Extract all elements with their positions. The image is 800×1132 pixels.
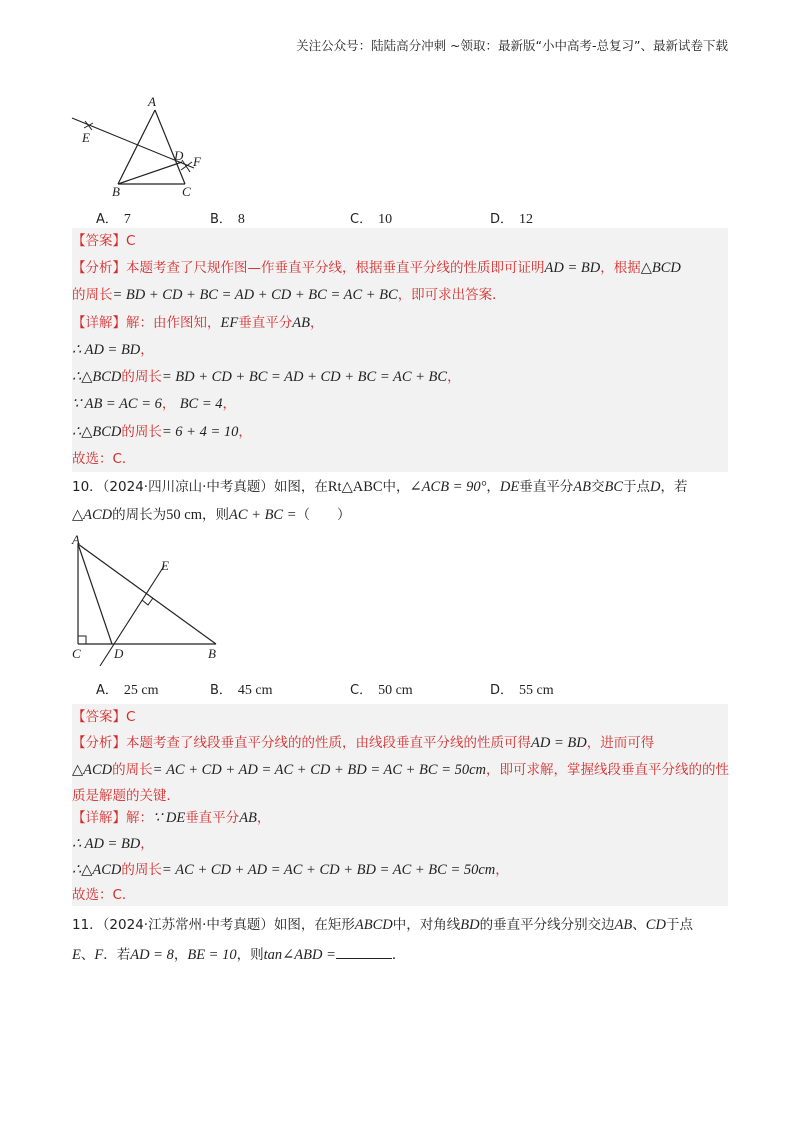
q10-label-D: D [114,646,124,661]
q9-answer: 【答案】C [72,233,136,249]
q10-stem-line-1: 10．（2024·四川凉山·中考真题）如图，在Rt△ABC中，∠ACB = 90°，DE垂直平分AB交BC于点D，若 [72,479,688,495]
q9-step-1: ∴ AD = BD， [72,342,154,358]
q10-right-triangle-figure [68,532,238,672]
q10-analysis-line-3: 质是解题的关键． [72,788,180,804]
q10-label-B: B [208,646,216,661]
q9-triangle-figure [70,92,220,202]
q9-label-C: C [182,184,191,199]
q9-detail-line-1: 【详解】解：由作图知，EF垂直平分AB， [72,315,324,331]
q10-label-C: C [72,646,81,661]
q10-option-a[interactable]: A． 25 cm [96,683,159,698]
q9-option-d[interactable]: D． 12 [490,212,534,227]
q9-option-b[interactable]: B． 8 [210,212,245,227]
q10-detail-line-1: 【详解】解：∵ DE垂直平分AB， [72,810,271,826]
q10-label-A: A [72,532,80,547]
q9-label-B: B [112,184,120,199]
q10-analysis-line-2: △ACD的周长= AC + CD + AD = AC + CD + BD = AC + BC = 50cm，即可求解，掌握线段垂直平分线的的性 [72,762,730,778]
q9-step-4: ∴△BCD的周长= 6 + 4 = 10， [72,424,252,440]
q10-option-b[interactable]: B． 45 cm [210,683,273,698]
q10-option-c[interactable]: C． 50 cm [350,683,413,698]
q9-analysis-line-1: 【分析】本题考查了尺规作图—作垂直平分线，根据垂直平分线的性质即可证明AD = BD，根据△BCD [72,260,681,276]
q9-label-E: E [82,130,90,145]
q9-option-a[interactable]: A． 7 [96,212,131,227]
q10-options [96,679,616,697]
q11-stem-line-2: E、F．若AD = 8，BE = 10，则tan∠ABD = ． [72,947,406,963]
q10-answer: 【答案】C [72,709,136,725]
q10-option-d[interactable]: D． 55 cm [490,683,554,698]
q9-label-F: F [193,154,201,169]
q9-label-D: D [174,148,184,163]
q10-step-1: ∴ AD = BD， [72,836,154,852]
q9-label-A: A [148,94,156,109]
q11-stem-line-1: 11．（2024·江苏常州·中考真题）如图，在矩形ABCD中，对角线BD的垂直平分线分别交边AB、CD于点 [72,917,693,933]
page-header: 关注公众号：陆陆高分冲刺 ~领取：最新版“小中高考-总复习”、最新试卷下载 [296,38,728,53]
q9-options [96,208,616,226]
q10-choose: 故选：C． [72,887,136,903]
q9-choose: 故选：C． [72,451,136,467]
q10-stem-line-2: △ACD的周长为50 cm，则AC + BC =（ ） [72,507,351,523]
q9-analysis-line-2: 的周长= BD + CD + BC = AD + CD + BC = AC + BC，即可求出答案． [72,287,506,303]
q10-step-2: ∴△ACD的周长= AC + CD + AD = AC + CD + BD = AC + BC = 50cm， [72,862,509,878]
q9-option-c[interactable]: C． 10 [350,212,393,227]
q11-answer-blank[interactable] [336,946,392,959]
q10-label-E: E [161,558,169,573]
q10-analysis-line-1: 【分析】本题考查了线段垂直平分线的的性质，由线段垂直平分线的性质可得AD = BD，进而可得 [72,735,655,751]
q9-step-2: ∴△BCD的周长= BD + CD + BC = AD + CD + BC = AC + BC， [72,369,461,385]
q9-step-3: ∵ AB = AC = 6， BC = 4， [72,396,237,412]
